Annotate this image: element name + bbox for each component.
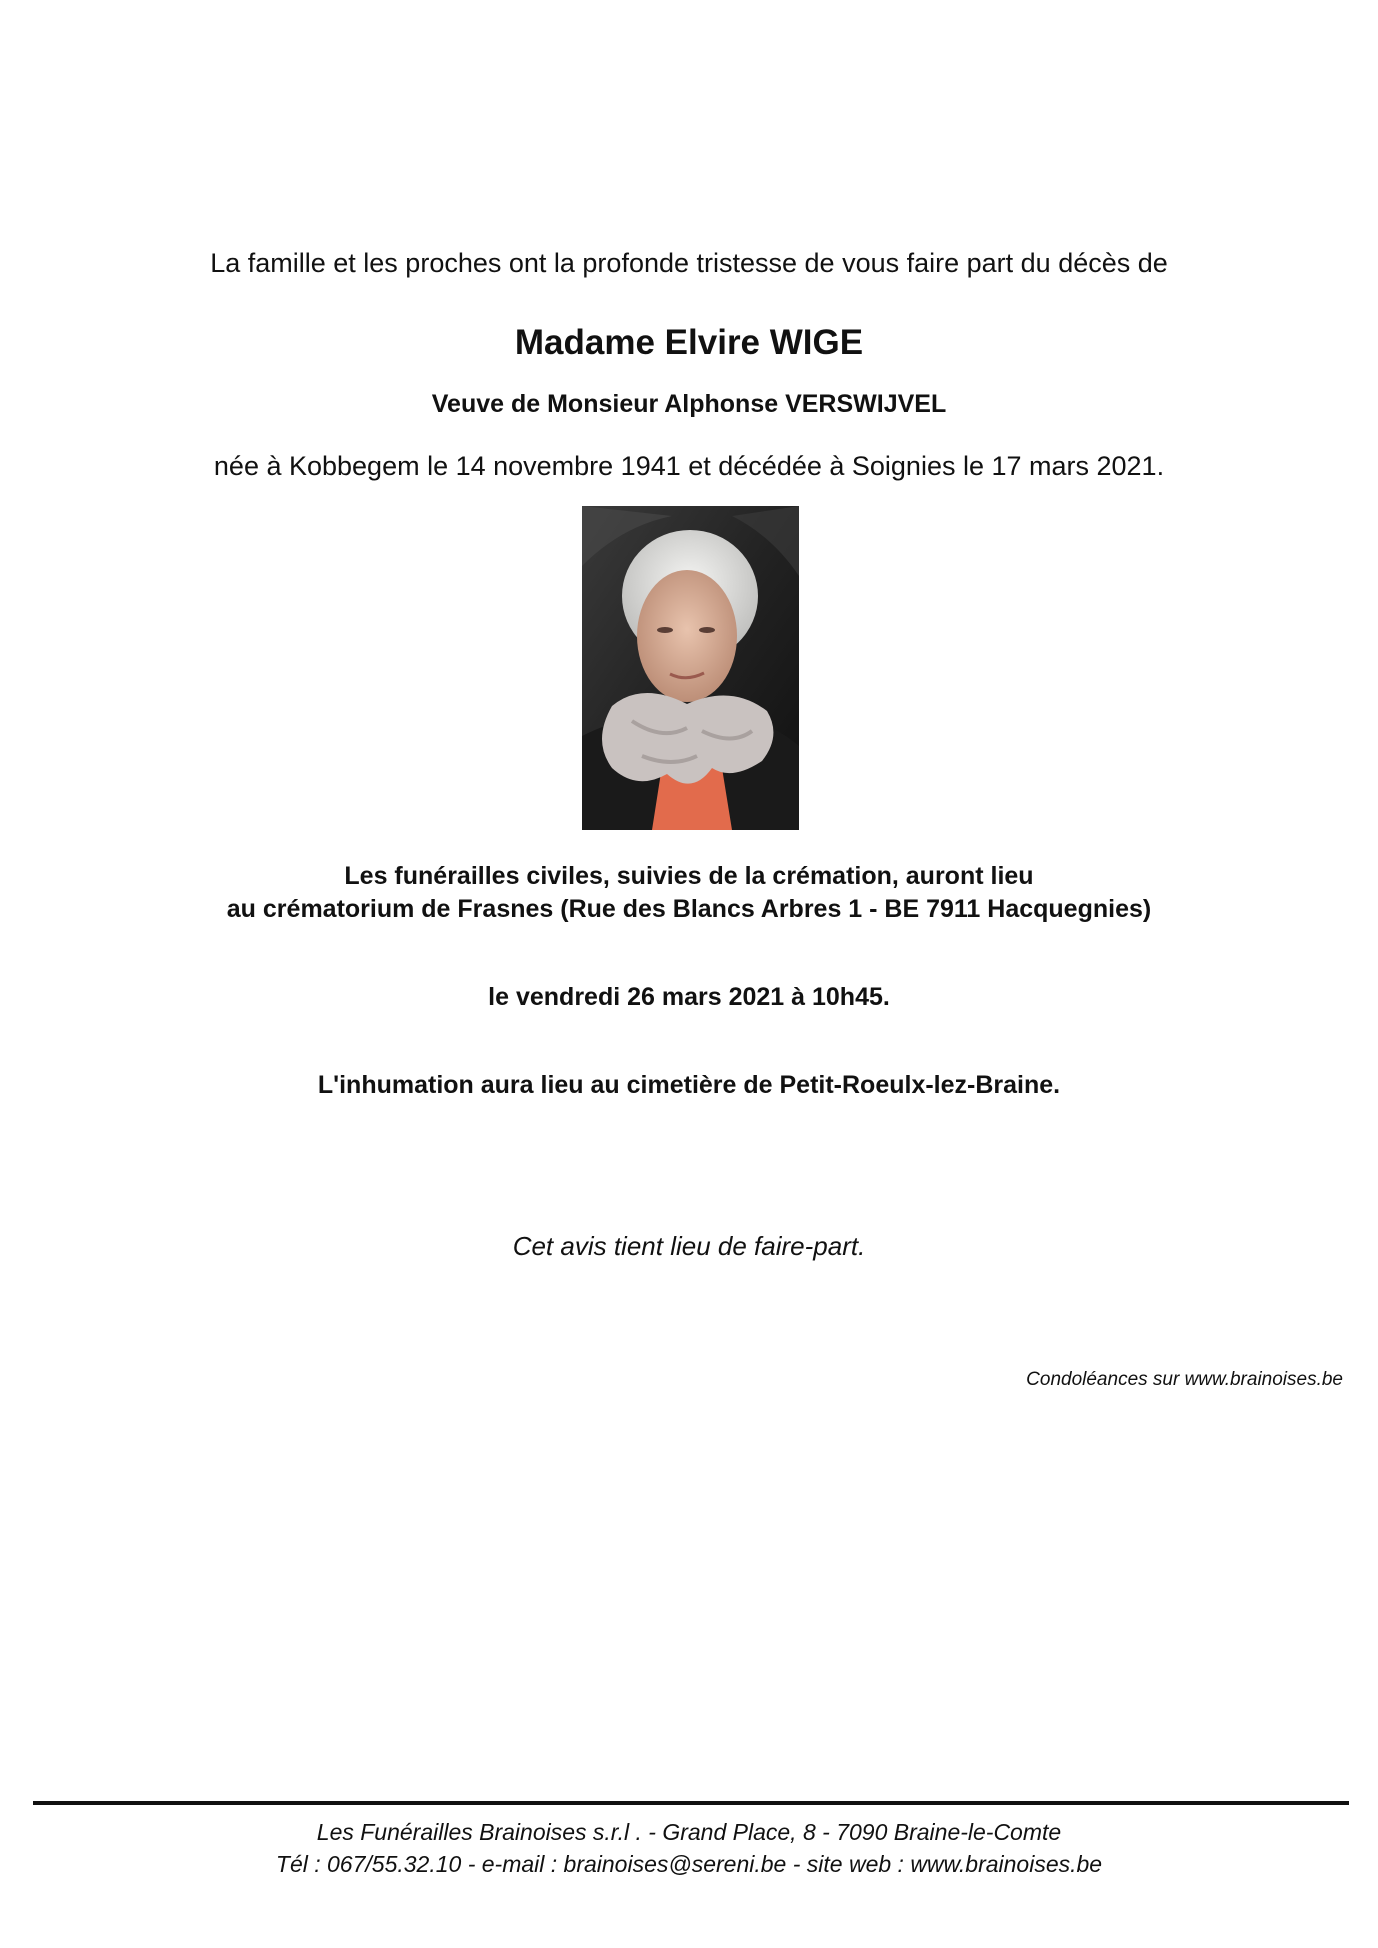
deceased-name: Madame Elvire WIGE <box>514 323 864 362</box>
footer-address: Les Funérailles Brainoises s.r.l . - Grand Place, 8 - 7090 Braine-le-Comte <box>316 1819 1062 1845</box>
footer-contact: Tél : 067/55.32.10 - e-mail : brainoises@sereni.be - site web : www.brainoises.be <box>275 1851 1103 1877</box>
portrait-illustration <box>582 506 799 830</box>
widow-of-text: Veuve de Monsieur Alphonse VERSWIJVEL <box>431 390 947 418</box>
birth-death-text: née à Kobbegem le 14 novembre 1941 et décédée à Soignies le 17 mars 2021. <box>213 451 1165 481</box>
portrait-photo <box>582 506 799 830</box>
intro-text: La famille et les proches ont la profonde tristesse de vous faire part du décès de <box>210 248 1168 278</box>
condolences-link[interactable]: Condoléances sur www.brainoises.be <box>1026 1369 1343 1390</box>
funeral-line-1: Les funérailles civiles, suivies de la crémation, auront lieu <box>344 862 1034 890</box>
burial-info: L'inhumation aura lieu au cimetière de Petit-Roeulx-lez-Braine. <box>317 1071 1061 1099</box>
ceremony-date: le vendredi 26 mars 2021 à 10h45. <box>488 983 890 1011</box>
notice-text: Cet avis tient lieu de faire-part. <box>512 1231 866 1261</box>
funeral-line-2: au crématorium de Frasnes (Rue des Blancs Arbres 1 - BE 7911 Hacquegnies) <box>226 895 1152 923</box>
footer-divider <box>33 1801 1349 1805</box>
funeral-info <box>0 860 1378 926</box>
